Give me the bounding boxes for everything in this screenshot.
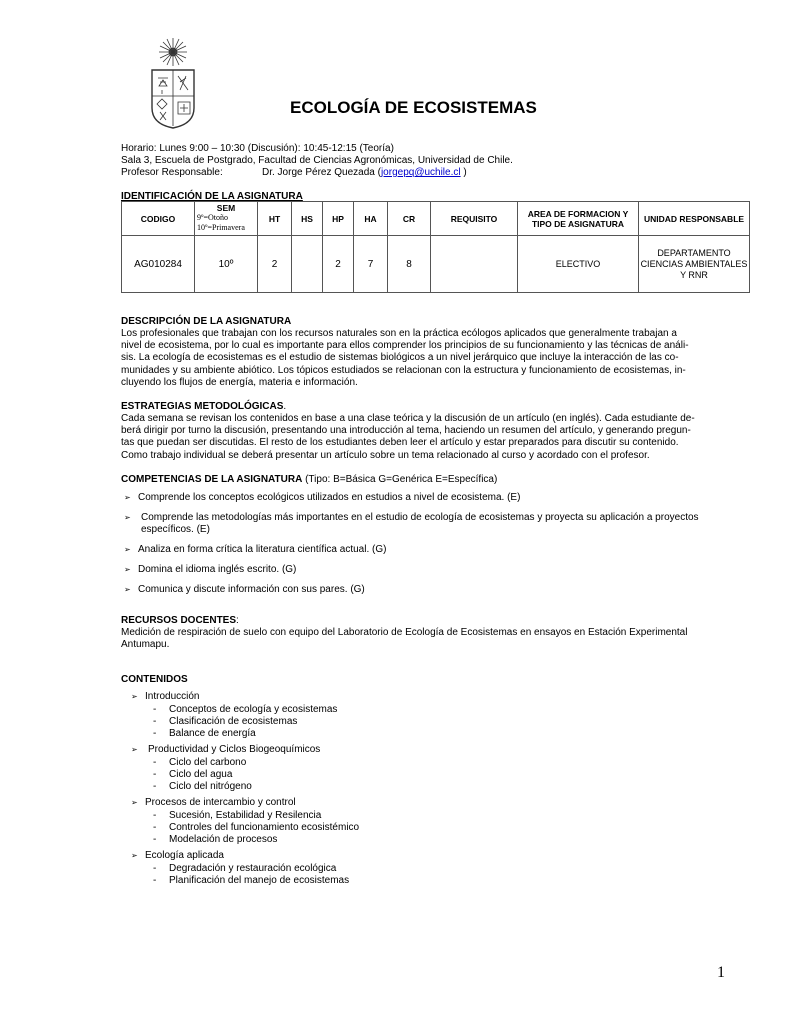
arrow-bullet-icon: ➢: [131, 692, 138, 701]
cell-cr: 8: [388, 236, 431, 293]
arrow-bullet-icon: ➢: [124, 565, 131, 574]
descripcion-line: Los profesionales que trabajan con los recursos naturales son en la práctica ecólogos aplicados que generalmente trabajan a: [121, 328, 677, 339]
th-hp: HP: [323, 202, 354, 236]
competencias-heading: COMPETENCIAS DE LA ASIGNATURA: [121, 474, 303, 485]
arrow-bullet-icon: ➢: [124, 513, 131, 522]
estrategias-line: Como trabajo individual se deberá presentar un artículo sobre un tema relacionado al curso y acordado con el profesor.: [121, 449, 650, 461]
page-number: 1: [717, 964, 725, 981]
arrow-bullet-icon: ➢: [124, 493, 131, 502]
identificacion-heading: IDENTIFICACIÓN DE LA ASIGNATURA: [121, 191, 303, 202]
schedule-line: Horario: Lunes 9:00 – 10:30 (Discusión): 10:45-12:15 (Teoría): [121, 143, 394, 154]
cell-hp: 2: [323, 236, 354, 293]
competencias-heading-line: [121, 474, 497, 485]
arrow-bullet-icon: ➢: [124, 545, 131, 554]
cell-ht: 2: [258, 236, 292, 293]
cell-area: ELECTIVO: [518, 236, 639, 293]
arrow-bullet-icon: ➢: [131, 851, 138, 860]
arrow-bullet-icon: ➢: [124, 585, 131, 594]
recursos-paragraph: [121, 627, 729, 651]
th-area-line2: TIPO DE ASIGNATURA: [531, 218, 625, 229]
contenidos-heading: CONTENIDOS: [121, 674, 188, 685]
th-cr: CR: [388, 202, 431, 236]
cell-unidad: [639, 236, 750, 293]
cell-unidad-line1: DEPARTAMENTO: [657, 247, 731, 258]
cell-ha: 7: [354, 236, 388, 293]
competencias-tipo-legend: (Tipo: B=Básica G=Genérica E=Específica): [305, 474, 498, 485]
descripcion-heading: DESCRIPCIÓN DE LA ASIGNATURA: [121, 316, 292, 327]
th-hs: HS: [292, 202, 323, 236]
recursos-line: Antumapu.: [121, 639, 170, 651]
university-crest-logo: [146, 38, 200, 130]
recursos-heading: RECURSOS DOCENTES:: [121, 615, 239, 626]
th-sem-option-otono: 9º=Otoño: [197, 212, 228, 222]
recursos-line: Medición de respiración de suelo con equipo del Laboratorio de Ecología de Ecosistemas en ensayos en Estación Experimental: [121, 627, 688, 638]
descripcion-line: nivel de ecosistema, por lo cual es importante para ellos comprender los principios de su funcionamiento y las técnicas de análi-: [121, 340, 689, 352]
arrow-bullet-icon: ➢: [131, 745, 138, 754]
professor-name: Dr. Jorge Pérez Quezada (: [262, 167, 381, 178]
th-codigo: CODIGO: [122, 202, 195, 236]
professor-line: [262, 167, 467, 179]
estrategias-heading: ESTRATEGIAS METODOLÓGICAS.: [121, 401, 287, 412]
th-sem: [195, 202, 258, 236]
th-area: [518, 202, 639, 236]
th-area-line1: AREA DE FORMACION Y: [527, 208, 629, 219]
page-title: ECOLOGÍA DE ECOSISTEMAS: [290, 98, 537, 117]
professor-email-link[interactable]: jorgepq@uchile.cl: [380, 167, 461, 178]
estrategias-line: Cada semana se revisan los contenidos en base a una clase teórica y la discusión de un artículo (en inglés). Cada estudiante de-: [121, 413, 695, 424]
descripcion-line: cluyendo los flujos de energía, materia e información.: [121, 376, 358, 388]
table-header-row: [122, 202, 750, 236]
room-line: Sala 3, Escuela de Postgrado, Facultad de Ciencias Agronómicas, Universidad de Chile.: [121, 155, 513, 166]
th-unidad: UNIDAD RESPONSABLE: [639, 202, 750, 236]
professor-close-paren: ): [463, 167, 467, 178]
th-requisito: REQUISITO: [431, 202, 518, 236]
table-row: [122, 236, 750, 293]
descripcion-paragraph: [121, 328, 729, 389]
th-ht: HT: [258, 202, 292, 236]
th-ha: HA: [354, 202, 388, 236]
estrategias-paragraph: [121, 413, 729, 462]
th-sem-label: SEM: [216, 202, 236, 213]
arrow-bullet-icon: ➢: [131, 798, 138, 807]
cell-hs: [292, 236, 323, 293]
th-sem-option-primavera: 10º=Primavera: [197, 222, 245, 232]
cell-unidad-line2: CIENCIAS AMBIENTALES: [640, 258, 748, 269]
cell-requisito: [431, 236, 518, 293]
professor-label: Profesor Responsable:: [121, 167, 223, 178]
cell-unidad-line3: Y RNR: [680, 269, 708, 280]
estrategias-line: berá dirigir por turno la discusión, presentando una introducción al tema, haciendo un resumen del artículo, y generando pregun-: [121, 425, 691, 437]
estrategias-line: tas que puedan ser discutidas. El resto de los estudiantes deben leer el artículo y estar preparados para discutir su contenido.: [121, 437, 679, 449]
cell-codigo: AG010284: [122, 236, 195, 293]
descripcion-line: munidades y su ambiente abiótico. Los tópicos estudiados se relacionan con la estructura y funcionamiento de ecosistemas, in-: [121, 364, 686, 376]
cell-sem: 10º: [195, 236, 258, 293]
descripcion-line: sis. La ecología de ecosistemas es el estudio de sistemas biológicos a un nivel jerárquico que incluye la interacción de las co-: [121, 352, 679, 364]
course-identification-table: [121, 201, 750, 293]
